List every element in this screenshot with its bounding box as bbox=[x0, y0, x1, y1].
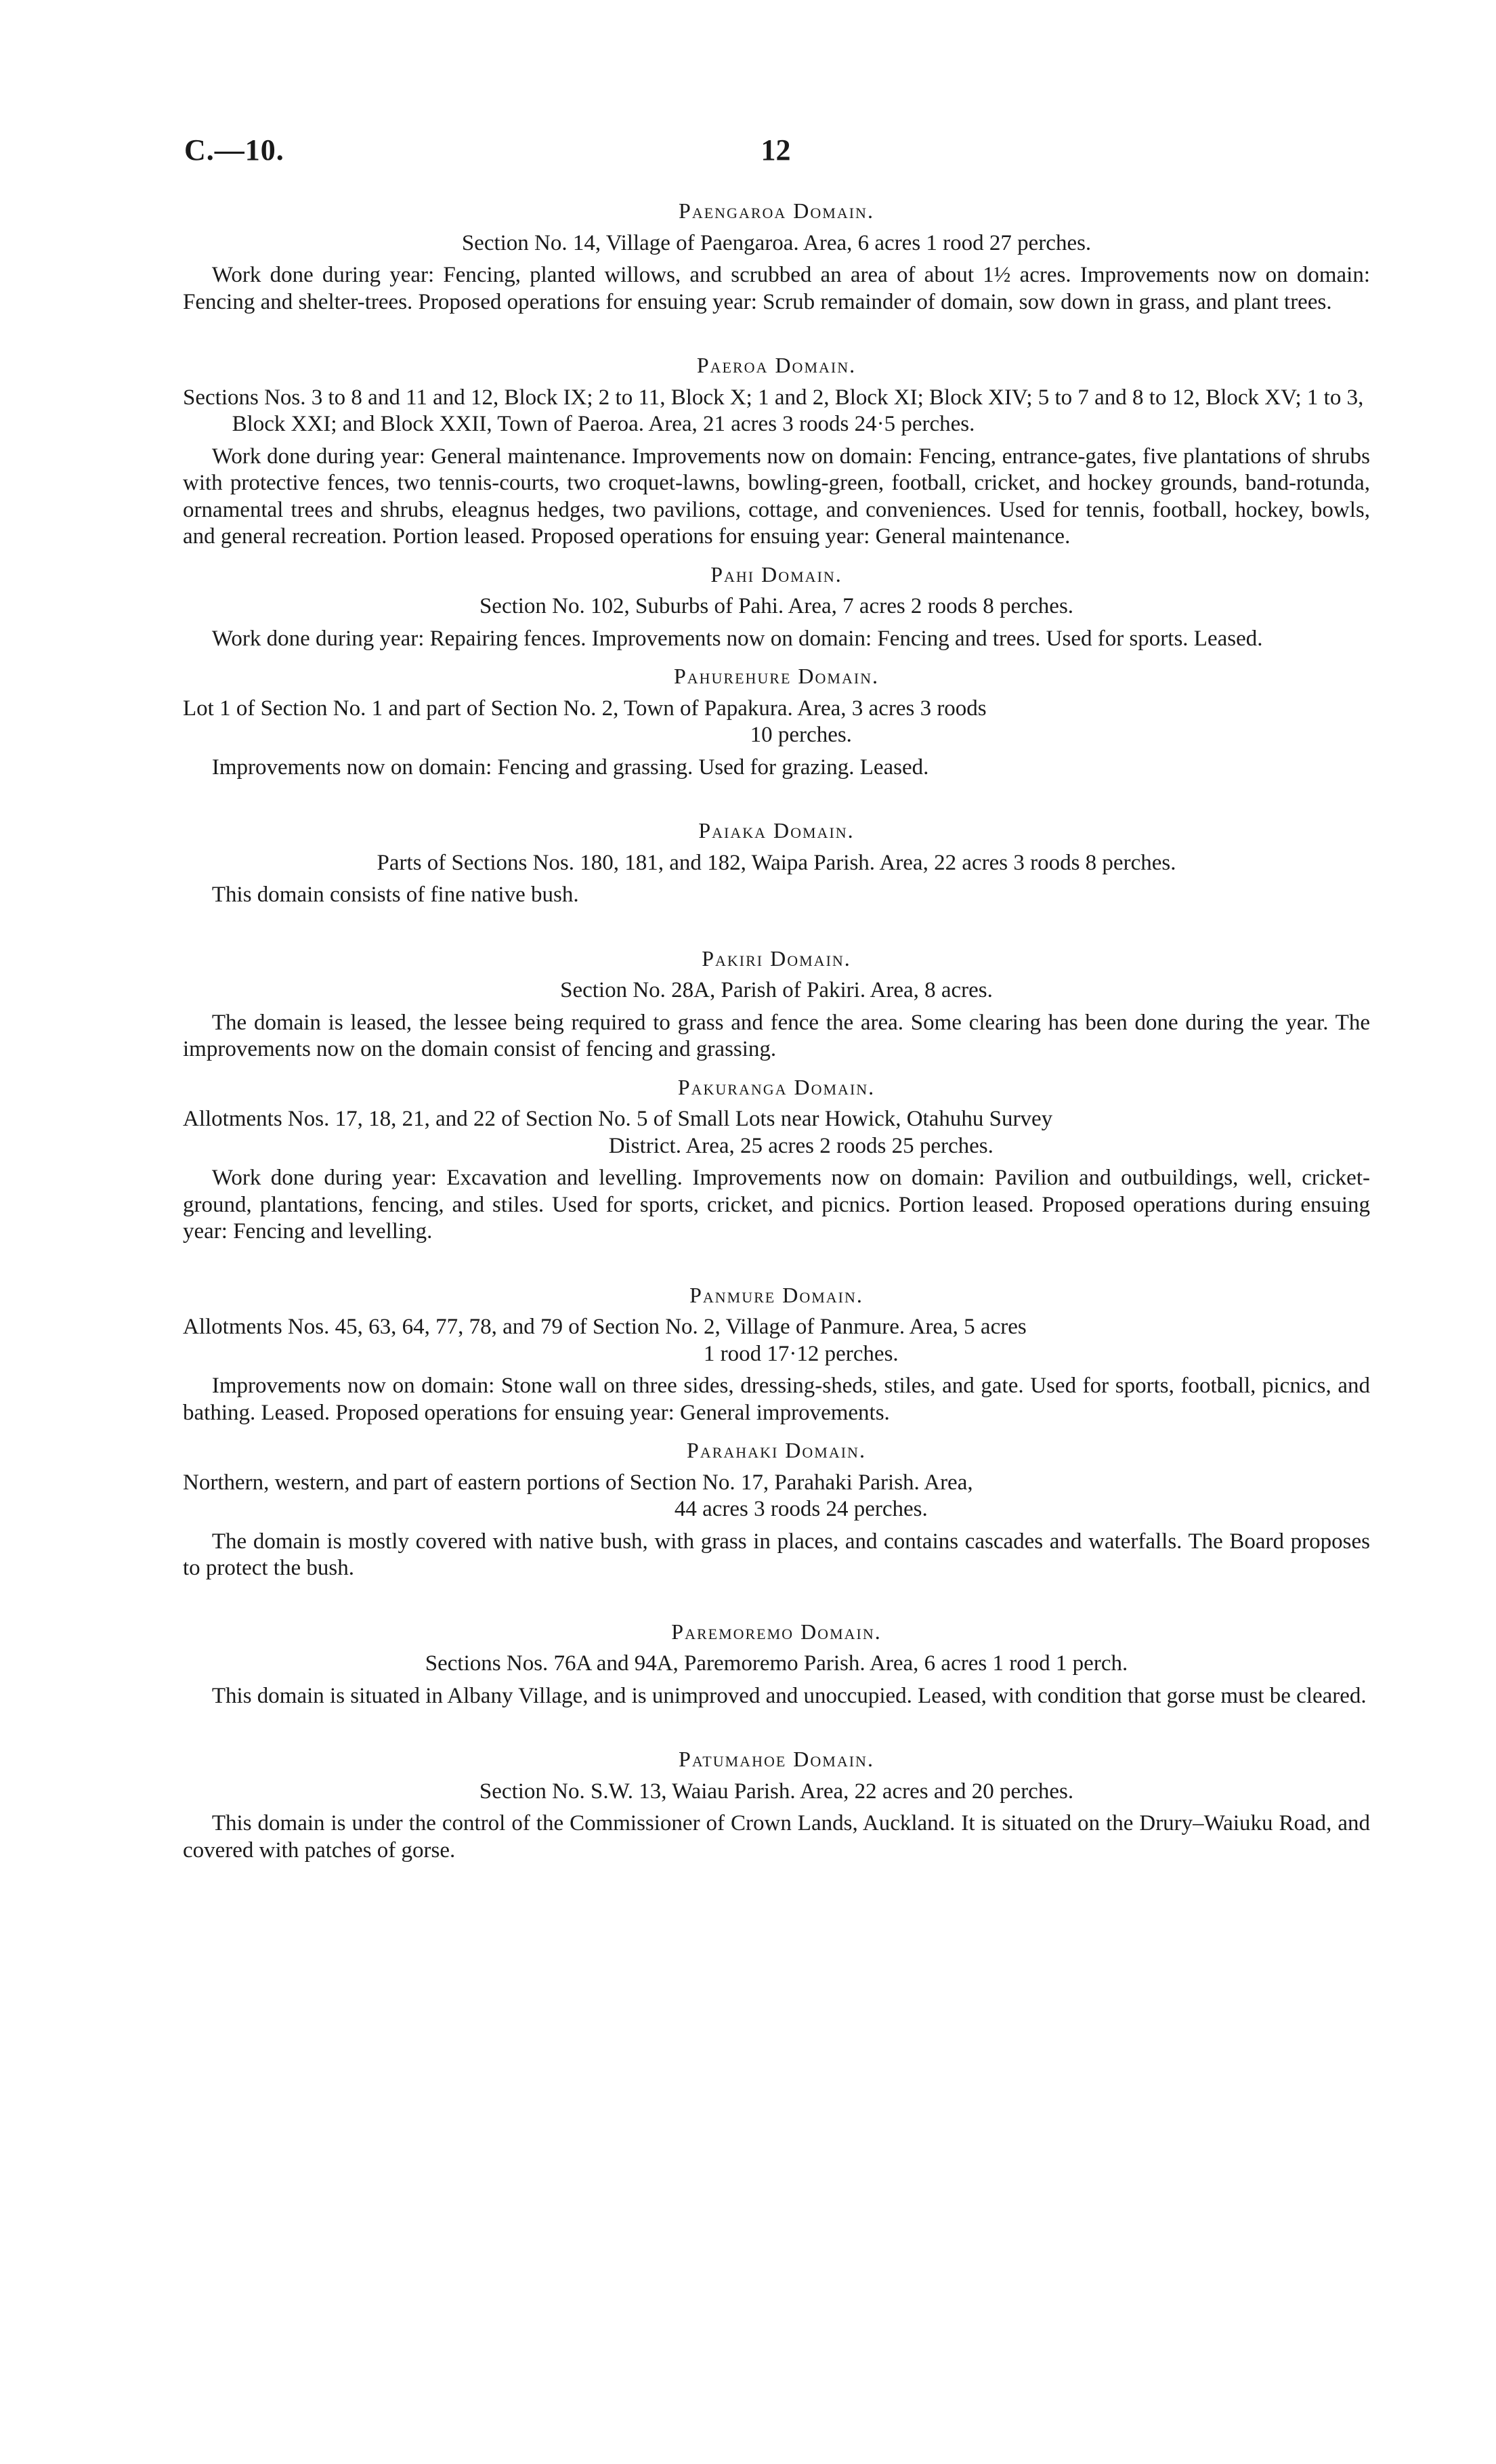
domain-section bbox=[183, 1074, 1370, 1246]
domain-description: Section No. 102, Suburbs of Pahi. Area, 7 acres 2 roods 8 perches. bbox=[479, 594, 1074, 618]
domain-description-line: Northern, western, and part of eastern portions of Section No. 17, Parahaki Parish. Area, bbox=[183, 1470, 973, 1495]
domain-title: Paeroa Domain. bbox=[696, 353, 857, 377]
domain-title: Parahaki Domain. bbox=[687, 1438, 866, 1462]
domain-description-continued: 1 rood 17·12 perches. bbox=[703, 1341, 899, 1366]
domains-list bbox=[183, 198, 1370, 1875]
domain-section bbox=[183, 1282, 1370, 1427]
domain-title: Pahurehure Domain. bbox=[673, 664, 880, 688]
domain-title: Pakiri Domain. bbox=[702, 946, 851, 971]
domain-title: Pakuranga Domain. bbox=[677, 1074, 876, 1099]
domain-title: Paengaroa Domain. bbox=[679, 198, 874, 223]
domain-description bbox=[183, 696, 1370, 749]
domain-paragraph: Improvements now on domain: Fencing and grassing. Used for grazing. Leased. bbox=[211, 755, 929, 780]
domain-description: Section No. S.W. 13, Waiau Parish. Area, 22 acres and 20 perches. bbox=[479, 1779, 1074, 1804]
domain-paragraph: The domain is mostly covered with native bush, with grass in places, and contains cascades and waterfalls. The Board proposes to protect the bush. bbox=[183, 1529, 1370, 1580]
domain-section bbox=[183, 561, 1370, 653]
domain-description bbox=[183, 1314, 1370, 1367]
domain-title: Patumahoe Domain. bbox=[679, 1747, 874, 1771]
domain-description: Section No. 28A, Parish of Pakiri. Area, 8 acres. bbox=[560, 978, 993, 1002]
domain-paragraph: Work done during year: Fencing, planted willows, and scrubbed an area of about 1½ acres. Improvements now on domain: Fencing and shelter-trees. Proposed operations for ensuing year: Scrub remainder of domain, sow down in grass, and plant trees. bbox=[183, 263, 1370, 314]
domain-title: Panmure Domain. bbox=[689, 1282, 863, 1307]
domain-section bbox=[183, 1437, 1370, 1582]
domain-description: Section No. 14, Village of Paengaroa. Area, 6 acres 1 rood 27 perches. bbox=[461, 230, 1092, 255]
domain-description bbox=[183, 1470, 1370, 1523]
domain-description-line: Allotments Nos. 45, 63, 64, 77, 78, and 79 of Section No. 2, Village of Panmure. Area, 5 acres bbox=[183, 1315, 1027, 1339]
domain-section bbox=[183, 817, 1370, 909]
domain-description: Parts of Sections Nos. 180, 181, and 182, Waipa Parish. Area, 22 acres 3 roods 8 perches. bbox=[377, 850, 1176, 875]
domain-paragraph: This domain is under the control of the Commissioner of Crown Lands, Auckland. It is situated on the Drury–Waiuku Road, and covered with patches of gorse. bbox=[183, 1811, 1370, 1863]
domain-section bbox=[183, 352, 1370, 551]
domain-paragraph: This domain consists of fine native bush. bbox=[211, 883, 579, 907]
domain-description-continued: 44 acres 3 roods 24 perches. bbox=[674, 1497, 928, 1521]
domain-description-line: Lot 1 of Section No. 1 and part of Section No. 2, Town of Papakura. Area, 3 acres 3 roods bbox=[183, 696, 987, 721]
domain-description-continued: District. Area, 25 acres 2 roods 25 perches. bbox=[608, 1133, 993, 1158]
domain-paragraph: Work done during year: General maintenance. Improvements now on domain: Fencing, entrance-gates, five plantations of shrubs with protective fences, two tennis-courts, two croquet-lawns, bowling-green, football, cricket, and hockey grounds, band-rotunda, ornamental trees and shrubs, eleagnus hedges, two pavilions, cottage, and conveniences. Used for tennis, football, hockey, bowls, and general recreation. Portion leased. Proposed operations for ensuing year: General maintenance. bbox=[183, 444, 1370, 549]
domain-description-continued: 10 perches. bbox=[750, 723, 852, 747]
domain-section bbox=[183, 946, 1370, 1063]
domain-section bbox=[183, 663, 1370, 781]
domain-description: Sections Nos. 3 to 8 and 11 and 12, Block IX; 2 to 11, Block X; 1 and 2, Block XI; Block XIV; 5 to 7 and 8 to 12, Block XV; 1 to 3, Block XXI; and Block XXII, Town of Paeroa. Area, 21 acres 3 roods 24·5 perches. bbox=[183, 385, 1364, 436]
domain-title: Pahi Domain. bbox=[710, 561, 842, 587]
page-header bbox=[184, 133, 1367, 173]
page-number: 12 bbox=[761, 133, 791, 167]
domain-paragraph: This domain is situated in Albany Village, and is unimproved and unoccupied. Leased, with condition that gorse must be cleared. bbox=[211, 1683, 1367, 1708]
domain-paragraph: Work done during year: Repairing fences. Improvements now on domain: Fencing and trees. Used for sports. Leased. bbox=[211, 626, 1263, 651]
domain-title: Paremoremo Domain. bbox=[671, 1619, 882, 1644]
domain-description: Sections Nos. 76A and 94A, Paremoremo Parish. Area, 6 acres 1 rood 1 perch. bbox=[425, 1651, 1128, 1676]
domain-description-line: Allotments Nos. 17, 18, 21, and 22 of Section No. 5 of Small Lots near Howick, Otahuhu Survey bbox=[183, 1107, 1053, 1131]
document-reference: C.—10. bbox=[184, 133, 284, 167]
domain-paragraph: Work done during year: Excavation and levelling. Improvements now on domain: Pavilion and outbuildings, well, cricket-ground, plantations, fencing, and stiles. Used for sports, cricket, and picnics. Portion leased. Proposed operations during ensuing year: Fencing and levelling. bbox=[183, 1166, 1370, 1244]
domain-paragraph: Improvements now on domain: Stone wall on three sides, dressing-sheds, stiles, and gate. Used for sports, football, picnics, and bathing. Leased. Proposed operations for ensuing year: General improvements. bbox=[183, 1374, 1370, 1425]
domain-title: Paiaka Domain. bbox=[698, 818, 855, 843]
domain-paragraph: The domain is leased, the lessee being required to grass and fence the area. Some clearing has been done during the year. The improvements now on the domain consist of fencing and grassing. bbox=[183, 1010, 1370, 1061]
domain-description bbox=[183, 1106, 1370, 1160]
domain-section bbox=[183, 1746, 1370, 1864]
domain-section bbox=[183, 1619, 1370, 1710]
domain-section bbox=[183, 198, 1370, 316]
